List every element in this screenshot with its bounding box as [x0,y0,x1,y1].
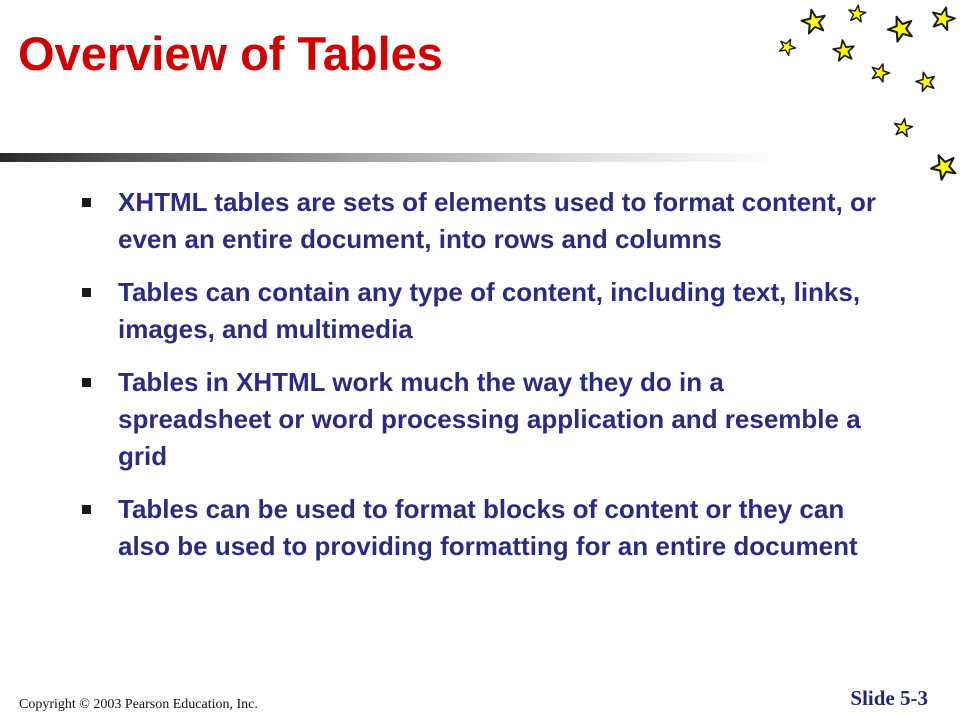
star-icon [885,13,916,44]
star-icon [929,4,957,31]
title-divider [0,153,780,162]
bullet-list [82,184,882,581]
bullet-text: Tables can contain any type of content, including text, links, images, and multimedia [118,277,861,344]
copyright-notice: Copyright © 2003 Pearson Education, Inc. [19,697,258,712]
star-icon [914,70,937,92]
square-bullet-icon [82,378,91,387]
bullet-text: Tables can be used to format blocks of content or they can also be used to providing formatting for an entire document [118,494,858,561]
star-icon [848,4,867,23]
star-icon [800,7,828,34]
bullet-item [82,364,882,475]
star-icon [893,117,914,137]
star-icon [869,61,891,83]
square-bullet-icon [82,505,91,514]
bullet-item [82,184,882,258]
star-icon [927,150,959,182]
bullet-text: Tables in XHTML work much the way they do in a spreadsheet or word processing application and resemble a grid [118,367,861,471]
slide-number: Slide 5-3 [850,686,928,710]
square-bullet-icon [82,288,91,297]
bullet-text: XHTML tables are sets of elements used to format content, or even an entire document, into rows and columns [118,187,877,254]
square-bullet-icon [82,198,91,207]
star-icon [777,36,798,57]
bullet-item [82,274,882,348]
decorative-stars [760,0,960,200]
star-icon [832,39,855,62]
slide-title: Overview of Tables [18,27,443,80]
bullet-item [82,491,882,565]
